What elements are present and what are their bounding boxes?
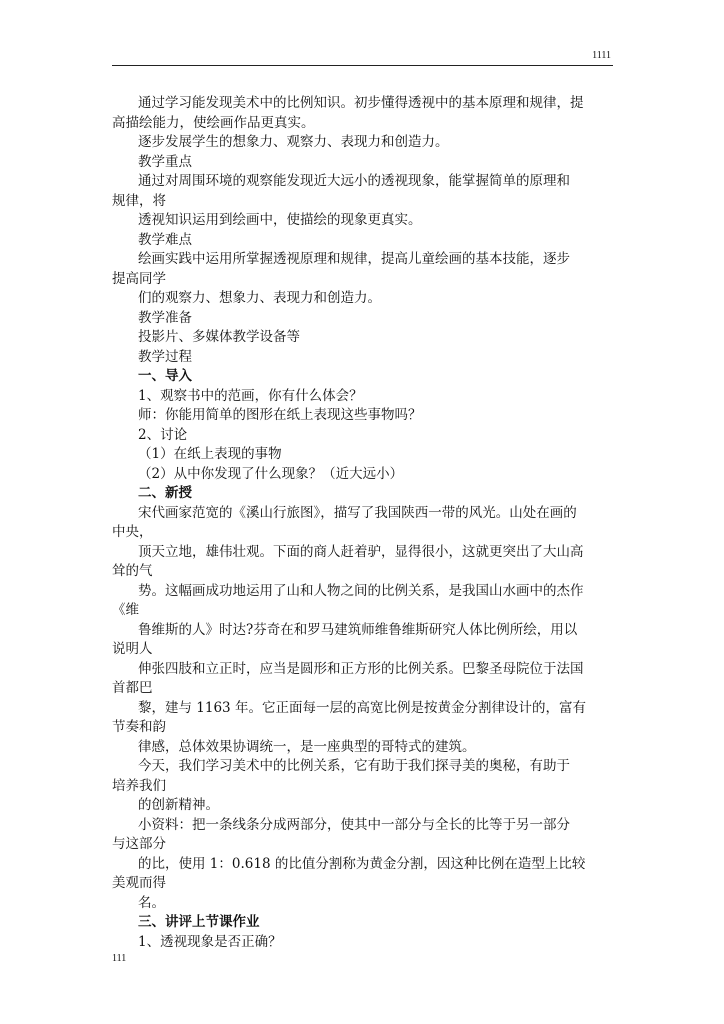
text-line: 势。这幅画成功地运用了山和人物之间的比例关系，是我国山水画中的杰作: [138, 582, 584, 599]
text-line: 的创新精神。: [138, 797, 219, 813]
text-line: 教学过程: [138, 348, 192, 365]
text-line: 1、观察书中的范画，你有什么体会？: [138, 387, 363, 404]
document-body: [112, 94, 616, 952]
text-line: 黎，建与 1163 年。它正面每一层的高宽比例是按黄金分割律设计的，富有: [138, 699, 586, 716]
text-line: 耸的气: [112, 563, 153, 579]
text-line: 今天，我们学习美术中的比例关系，它有助于我们探寻美的奥秘，有助于: [138, 758, 570, 774]
text-line: 伸张四肢和立正时，应当是圆形和正方形的比例关系。巴黎圣母院位于法国: [138, 660, 584, 677]
text-line: 美观而得: [112, 875, 166, 891]
text-line: 通过学习能发现美术中的比例知识。初步懂得透视中的基本原理和规律，提: [138, 95, 584, 111]
text-line: 名。: [138, 894, 165, 911]
text-line: 《维: [112, 602, 139, 618]
section-heading: 三、讲评上节课作业: [138, 914, 260, 930]
text-line: 的比，使用 1：0.618 的比值分割称为黄金分割，因这种比例在造型上比较: [138, 855, 586, 872]
section-heading: 一、导入: [138, 368, 192, 384]
header-page-number: 1111: [592, 50, 611, 61]
text-line: 宋代画家范宽的《溪山行旅图》，描写了我国陕西一带的风光。山处在画的: [138, 504, 577, 521]
text-line: 透视知识运用到绘画中，使描绘的现象更真实。: [138, 212, 422, 228]
text-line: 1、透视现象是否正确？: [138, 933, 282, 950]
text-line: 小资料：把一条线条分成两部分，使其中一部分与全长的比等于另一部分: [138, 816, 570, 833]
text-line: 高描绘能力，使绘画作品更真实。: [112, 114, 315, 131]
text-line: 教学准备: [138, 309, 192, 326]
text-line: 师：你能用简单的图形在纸上表现这些事物吗？: [138, 407, 422, 423]
text-line: 与这部分: [112, 836, 166, 852]
text-line: 说明人: [112, 641, 153, 657]
text-line: 律感，总体效果协调统一，是一座典型的哥特式的建筑。: [138, 738, 476, 755]
text-line: 通过对周围环境的观察能发现近大远小的透视现象，能掌握简单的原理和: [138, 173, 570, 189]
text-line: 鲁维斯的人》时达?芬奇在和罗马建筑师维鲁维斯研究人体比例所绘，用以: [138, 621, 578, 638]
text-line: （1）在纸上表现的事物: [138, 446, 282, 462]
section-heading: 二、新授: [138, 485, 192, 501]
text-line: 培养我们: [112, 777, 166, 794]
header-divider: [112, 65, 613, 66]
text-line: 教学难点: [138, 231, 192, 248]
text-line: 教学重点: [138, 153, 192, 170]
text-line: 节奏和韵: [112, 719, 166, 735]
text-line: 顶天立地，雄伟壮观。下面的商人赶着驴，显得很小，这就更突出了大山高: [138, 543, 584, 560]
text-line: 2、讨论: [138, 426, 188, 443]
text-line: 提高同学: [112, 270, 166, 287]
footer-page-number: 111: [112, 953, 127, 964]
text-line: 绘画实践中运用所掌握透视原理和规律，提高儿童绘画的基本技能，逐步: [138, 251, 570, 267]
text-line: 逐步发展学生的想象力、观察力、表现力和创造力。: [138, 134, 449, 150]
text-line: 们的观察力、想象力、表现力和创造力。: [138, 290, 381, 306]
text-line: （2）从中你发现了什么现象？（近大远小）: [138, 465, 404, 482]
text-line: 首都巴: [112, 680, 153, 696]
text-line: 中央，: [112, 524, 153, 540]
text-line: 规律，将: [112, 192, 166, 209]
text-line: 投影片、多媒体教学设备等: [138, 329, 300, 345]
